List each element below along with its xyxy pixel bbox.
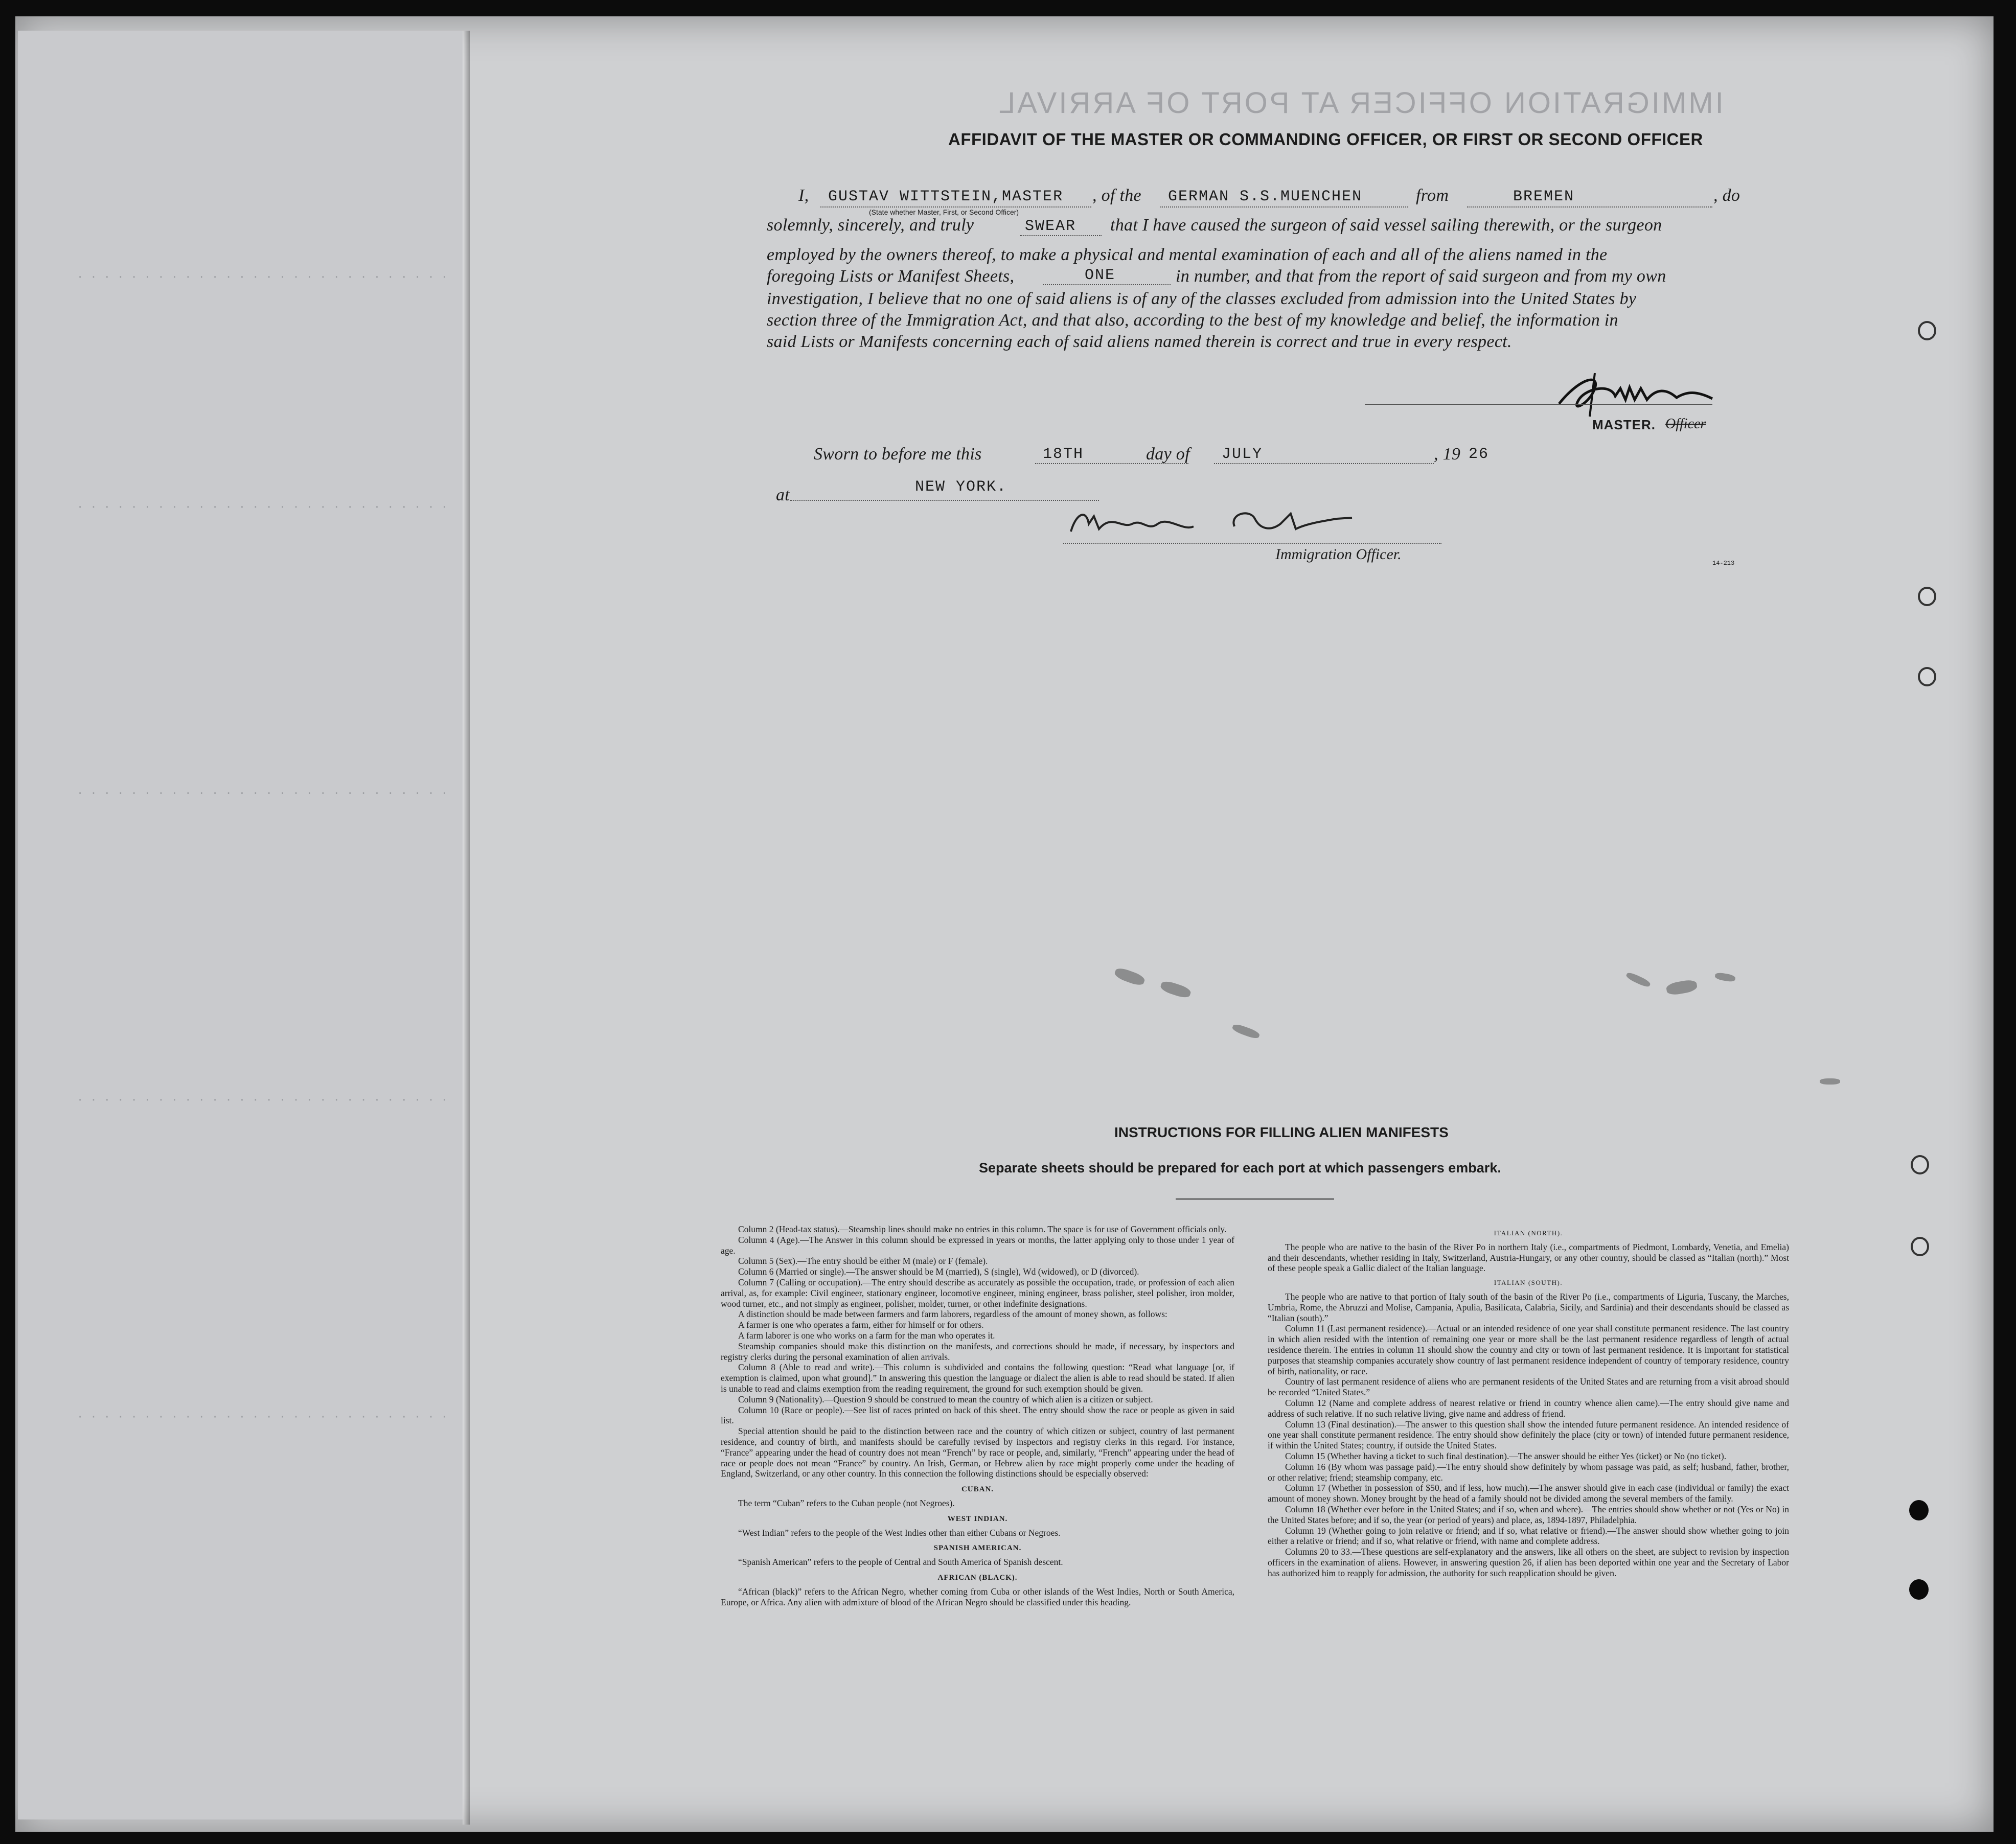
sworn-place-line (790, 500, 1099, 501)
bleed-through-header: IMMIGRATION OFFICER AT PORT OF ARRIVAL (997, 86, 1724, 120)
vessel-line (1160, 206, 1408, 208)
binder-hole (1909, 1500, 1929, 1520)
instructions-rule (1176, 1198, 1334, 1200)
alien-count: ONE (1085, 267, 1116, 284)
instruction-paragraph: Country of last permanent residence of aliens who are permanent residents of the United States and are returning from a visit abroad should be recorded “United States.” (1268, 1376, 1789, 1398)
oath-line (1020, 235, 1102, 236)
instruction-paragraph: Column 17 (Whether in possession of $50, and if less, how much).—The answer should give in each case (individual or family) the exact amount of money shown. Money brought by the head of a family should not be divided among the several members of the family. (1268, 1483, 1789, 1504)
cuban-heading: CUBAN. (961, 1485, 994, 1494)
binder-hole (1918, 587, 1936, 606)
officer-name: GUSTAV WITTSTEIN,MASTER (828, 188, 1064, 205)
do-text: , do (1713, 186, 1740, 205)
page-fold (463, 31, 470, 1825)
immigration-officer-line (1063, 543, 1441, 544)
sworn-month: JULY (1222, 446, 1263, 463)
oath-line-post: that I have caused the surgeon of said vessel sailing therewith, or the surgeon (1110, 216, 1662, 235)
sworn-pre: Sworn to before me this (814, 445, 982, 464)
at-text: at (776, 486, 790, 504)
instruction-paragraph: Column 13 (Final destination).—The answer to this question shall show the intended future permanent residence. An intended residence of one year shall constitute permanent residence. The entry should show definitely the place (city or town) of intended future permanent residence, if within the United States; country, if outside the United States. (1268, 1419, 1789, 1451)
instruction-paragraph: Column 8 (Able to read and write).—This column is subdivided and contains the following question: “Read what language [or, if exemption is claimed, upon what ground].” In answering this question the language or dialect the alien is able to read should be stated. If alien is unable to read and claims exemption from the reading requirement, the ground for such exemption should be given. (721, 1362, 1234, 1394)
instruction-paragraph: Steamship companies should make this distinction on the manifests, and corrections should be made, if necessary, by inspectors and registry clerks during the personal examination of alien arrivals. (721, 1341, 1234, 1362)
binder-hole (1909, 1579, 1929, 1600)
instruction-paragraph: Column 6 (Married or single).—The answer should be M (married), S (single), Wd (widowed), or D (divorced). (738, 1266, 1139, 1277)
affidavit-line-6: section three of the Immigration Act, and that also, according to the best of my knowledge and belief, the information in (767, 311, 1618, 330)
count-line-pre: foregoing Lists or Manifest Sheets, (767, 267, 1015, 286)
west-indian-text: “West Indian” refers to the people of the West Indies other than either Cubans or Negroes. (738, 1527, 1061, 1538)
instruction-paragraph: A farmer is one who operates a farm, either for himself or for others. (738, 1320, 984, 1330)
instruction-paragraph: Column 15 (Whether having a ticket to such final destination).—The answer should be either Yes (ticket) or No (no ticket). (1285, 1450, 1727, 1461)
instruction-paragraph: The people who are native to that portion of Italy south of the basin of the River Po (i.e., compartments of Liguria, Tuscany, the Marches, Umbria, Rome, the Abruzzi and Molise, Campania, Apulia, Basilicata, Calabria, Sicily, and Sardinia) and their descendants should be classed as “Italian (south).” (1268, 1291, 1789, 1323)
oath-line-pre: solemnly, sincerely, and truly (767, 216, 974, 235)
instruction-paragraph: Column 9 (Nationality).—Question 9 should be construed to mean the country of which alien is a citizen or subject. (738, 1394, 1153, 1404)
instructions-right-column (1268, 1224, 1789, 1579)
affidavit-line-7: said Lists or Manifests concerning each of said aliens named therein is correct and true in every respect. (767, 332, 1512, 351)
instruction-paragraph: Column 12 (Name and complete address of nearest relative or friend in country whence alien came).—The entry should give name and address of such relative. If no such relative living, give name and address of friend. (1268, 1397, 1789, 1419)
african-text: “African (black)” refers to the African Negro, whether coming from Cuba or other islands of the West Indies, North or South America, Europe, or Africa. Any alien with admixture of blood of the African Negro should be classified under this heading. (721, 1586, 1234, 1607)
affidavit-line-5: investigation, I believe that no one of said aliens is of any of the classes excluded from admission into the United States by (767, 289, 1637, 308)
sworn-place: NEW YORK. (915, 478, 1007, 496)
master-signature-line (1365, 404, 1712, 405)
binder-hole (1918, 321, 1936, 340)
sworn-month-line (1214, 463, 1434, 464)
of-the-text: , of the (1092, 186, 1141, 205)
instructions-subtitle: Separate sheets should be prepared for each port at which passengers embark. (979, 1160, 1501, 1175)
instruction-paragraph: Column 11 (Last permanent residence).—Actual or an intended residence of one year shall constitute permanent residence. The last country in which alien resided with the intention of remaining one year or more shall be the last permanent residence regardless of length of actual residence therein. The entries in column 11 should show the country and city or town of last permanent residence. It is important for statistical purposes that steamship companies accurately show country of last permanent residence independent of country of temporary residence, country of birth, nationality, or race. (1268, 1323, 1789, 1376)
italian-south-heading: ITALIAN (SOUTH). (1494, 1279, 1563, 1287)
instruction-paragraph: Columns 20 to 33.—These questions are self-explanatory and the answers, like all others on the sheet, are subject to revision by inspection officers in the examination of aliens. However, in answering question 26, if alien has been deported within one year and the Secretary of Labor has authorized him to reapply for admission, the authority for such reapplication should be given. (1268, 1547, 1789, 1578)
spanish-american-text: “Spanish American” refers to the people of Central and South America of Spanish descent. (738, 1557, 1063, 1568)
binder-hole (1911, 1237, 1929, 1256)
instruction-paragraph: A farm laborer is one who works on a farm for the man who operates it. (738, 1330, 995, 1341)
instruction-paragraph: Column 19 (Whether going to join relative or friend; and if so, what relative or friend).—The answer should show whether going to join either a relative or friend; and if so, what relative or friend, with name and complete address. (1268, 1525, 1789, 1547)
affidavit-title: AFFIDAVIT OF THE MASTER OR COMMANDING OFFICER, OR FIRST OR SECOND OFFICER (948, 130, 1703, 149)
italian-north-text: The people who are native to the basin of the River Po in northern Italy (i.e., compartments of Piedmont, Lombardy, Venetia, and Emelia) and their descendants, whether residing in Italy, Switzerland, Austria-Hungary, or any other country, should be classed as “Italian (north).” Most of these people speak a Gallic dialect of the Italian language. (1268, 1241, 1789, 1274)
instructions-left-column (721, 1224, 1234, 1607)
binder-hole (1918, 667, 1936, 686)
instruction-paragraph: Column 18 (Whether ever before in the United States; and if so, when and where).—The entries should show whether or not (Yes or No) in the United States before; and if so, the year (or period of years) and place, as, 1894-1897, Philadelphia. (1268, 1504, 1789, 1525)
intro-i: I, (798, 186, 809, 205)
port-line (1467, 206, 1712, 208)
master-label: MASTER. (1592, 417, 1656, 432)
spanish-american-heading: SPANISH AMERICAN. (933, 1544, 1022, 1553)
count-line-post: in number, and that from the report of said surgeon and from my own (1176, 267, 1666, 286)
instruction-paragraph: Column 7 (Calling or occupation).—The entry should describe as accurately as possible the occupation, trade, or profession of each alien arrival, as, for example: Civil engineer, stationary engineer, locomotive engineer, mining engineer, brass polisher, steel polisher, iron molder, wood turner, etc., and not simply as engineer, polisher, molder, turner, or other indefinite designations. (721, 1277, 1234, 1309)
african-heading: AFRICAN (BLACK). (937, 1573, 1018, 1582)
day-of-text: day of (1146, 445, 1190, 464)
from-text: from (1416, 186, 1449, 205)
instructions-title: INSTRUCTIONS FOR FILLING ALIEN MANIFESTS (1114, 1124, 1449, 1140)
italian-north-heading: ITALIAN (NORTH). (1494, 1229, 1563, 1237)
cuban-text: The term “Cuban” refers to the Cuban people (not Negroes). (738, 1497, 955, 1508)
year-prefix: , 19 (1434, 445, 1461, 464)
left-panel (18, 31, 463, 1819)
officer-struck: Officer (1665, 416, 1706, 432)
vessel-name: GERMAN S.S.MUENCHEN (1168, 188, 1363, 205)
instruction-paragraph: A distinction should be made between farmers and farm laborers, regardless of the amount of money shown, as follows: (738, 1309, 1167, 1320)
binder-hole (1911, 1155, 1929, 1174)
count-line (1043, 284, 1171, 285)
officer-name-line (820, 206, 1091, 208)
instruction-paragraph: Special attention should be paid to the distinction between race and the country of which citizen or subject, country of last permanent residence, and country of birth, and manifests should be carefully revised by inspectors and registry clerks in this regard. For instance, “France” appearing under the head of country does not mean “French” by race or people, and, similarly, “French” appearing under the head of race or people does not mean “France” by country. An Irish, German, or Hebrew alien by race might properly come under the heading of England, Switzerland, or any other country. In this connection the following distinctions should be especially observed: (721, 1426, 1234, 1479)
oath-word: SWEAR (1025, 218, 1076, 235)
immigration-officer-label: Immigration Officer. (1275, 546, 1402, 563)
officer-caption: (State whether Master, First, or Second Officer) (869, 208, 1019, 216)
west-indian-heading: WEST INDIAN. (947, 1514, 1008, 1523)
instruction-paragraph: Column 2 (Head-tax status).—Steamship lines should make no entries in this column. The space is for use of Government officials only. (738, 1224, 1227, 1234)
port-name: BREMEN (1513, 188, 1575, 205)
instruction-paragraph: Column 10 (Race or people).—See list of races printed on back of this sheet. The entry should show the race or people as given in said list. (721, 1404, 1234, 1426)
sworn-day: 18TH (1043, 446, 1084, 463)
form-number: 14-213 (1712, 560, 1735, 567)
instruction-paragraph: Column 16 (By whom was passage paid).—The entry should show definitely by whom passage was paid, as self; husband, father, brother, or other relative; friend; steamship company, etc. (1268, 1461, 1789, 1483)
instruction-paragraph: Column 4 (Age).—The Answer in this column should be expressed in years or months, the latter applying only to those under 1 year of age. (721, 1234, 1234, 1256)
affidavit-line-3: employed by the owners thereof, to make a physical and mental examination of each and all of the aliens named in the (767, 245, 1608, 264)
instruction-paragraph: Column 5 (Sex).—The entry should be either M (male) or F (female). (738, 1256, 988, 1266)
sworn-year: 26 (1469, 446, 1490, 463)
